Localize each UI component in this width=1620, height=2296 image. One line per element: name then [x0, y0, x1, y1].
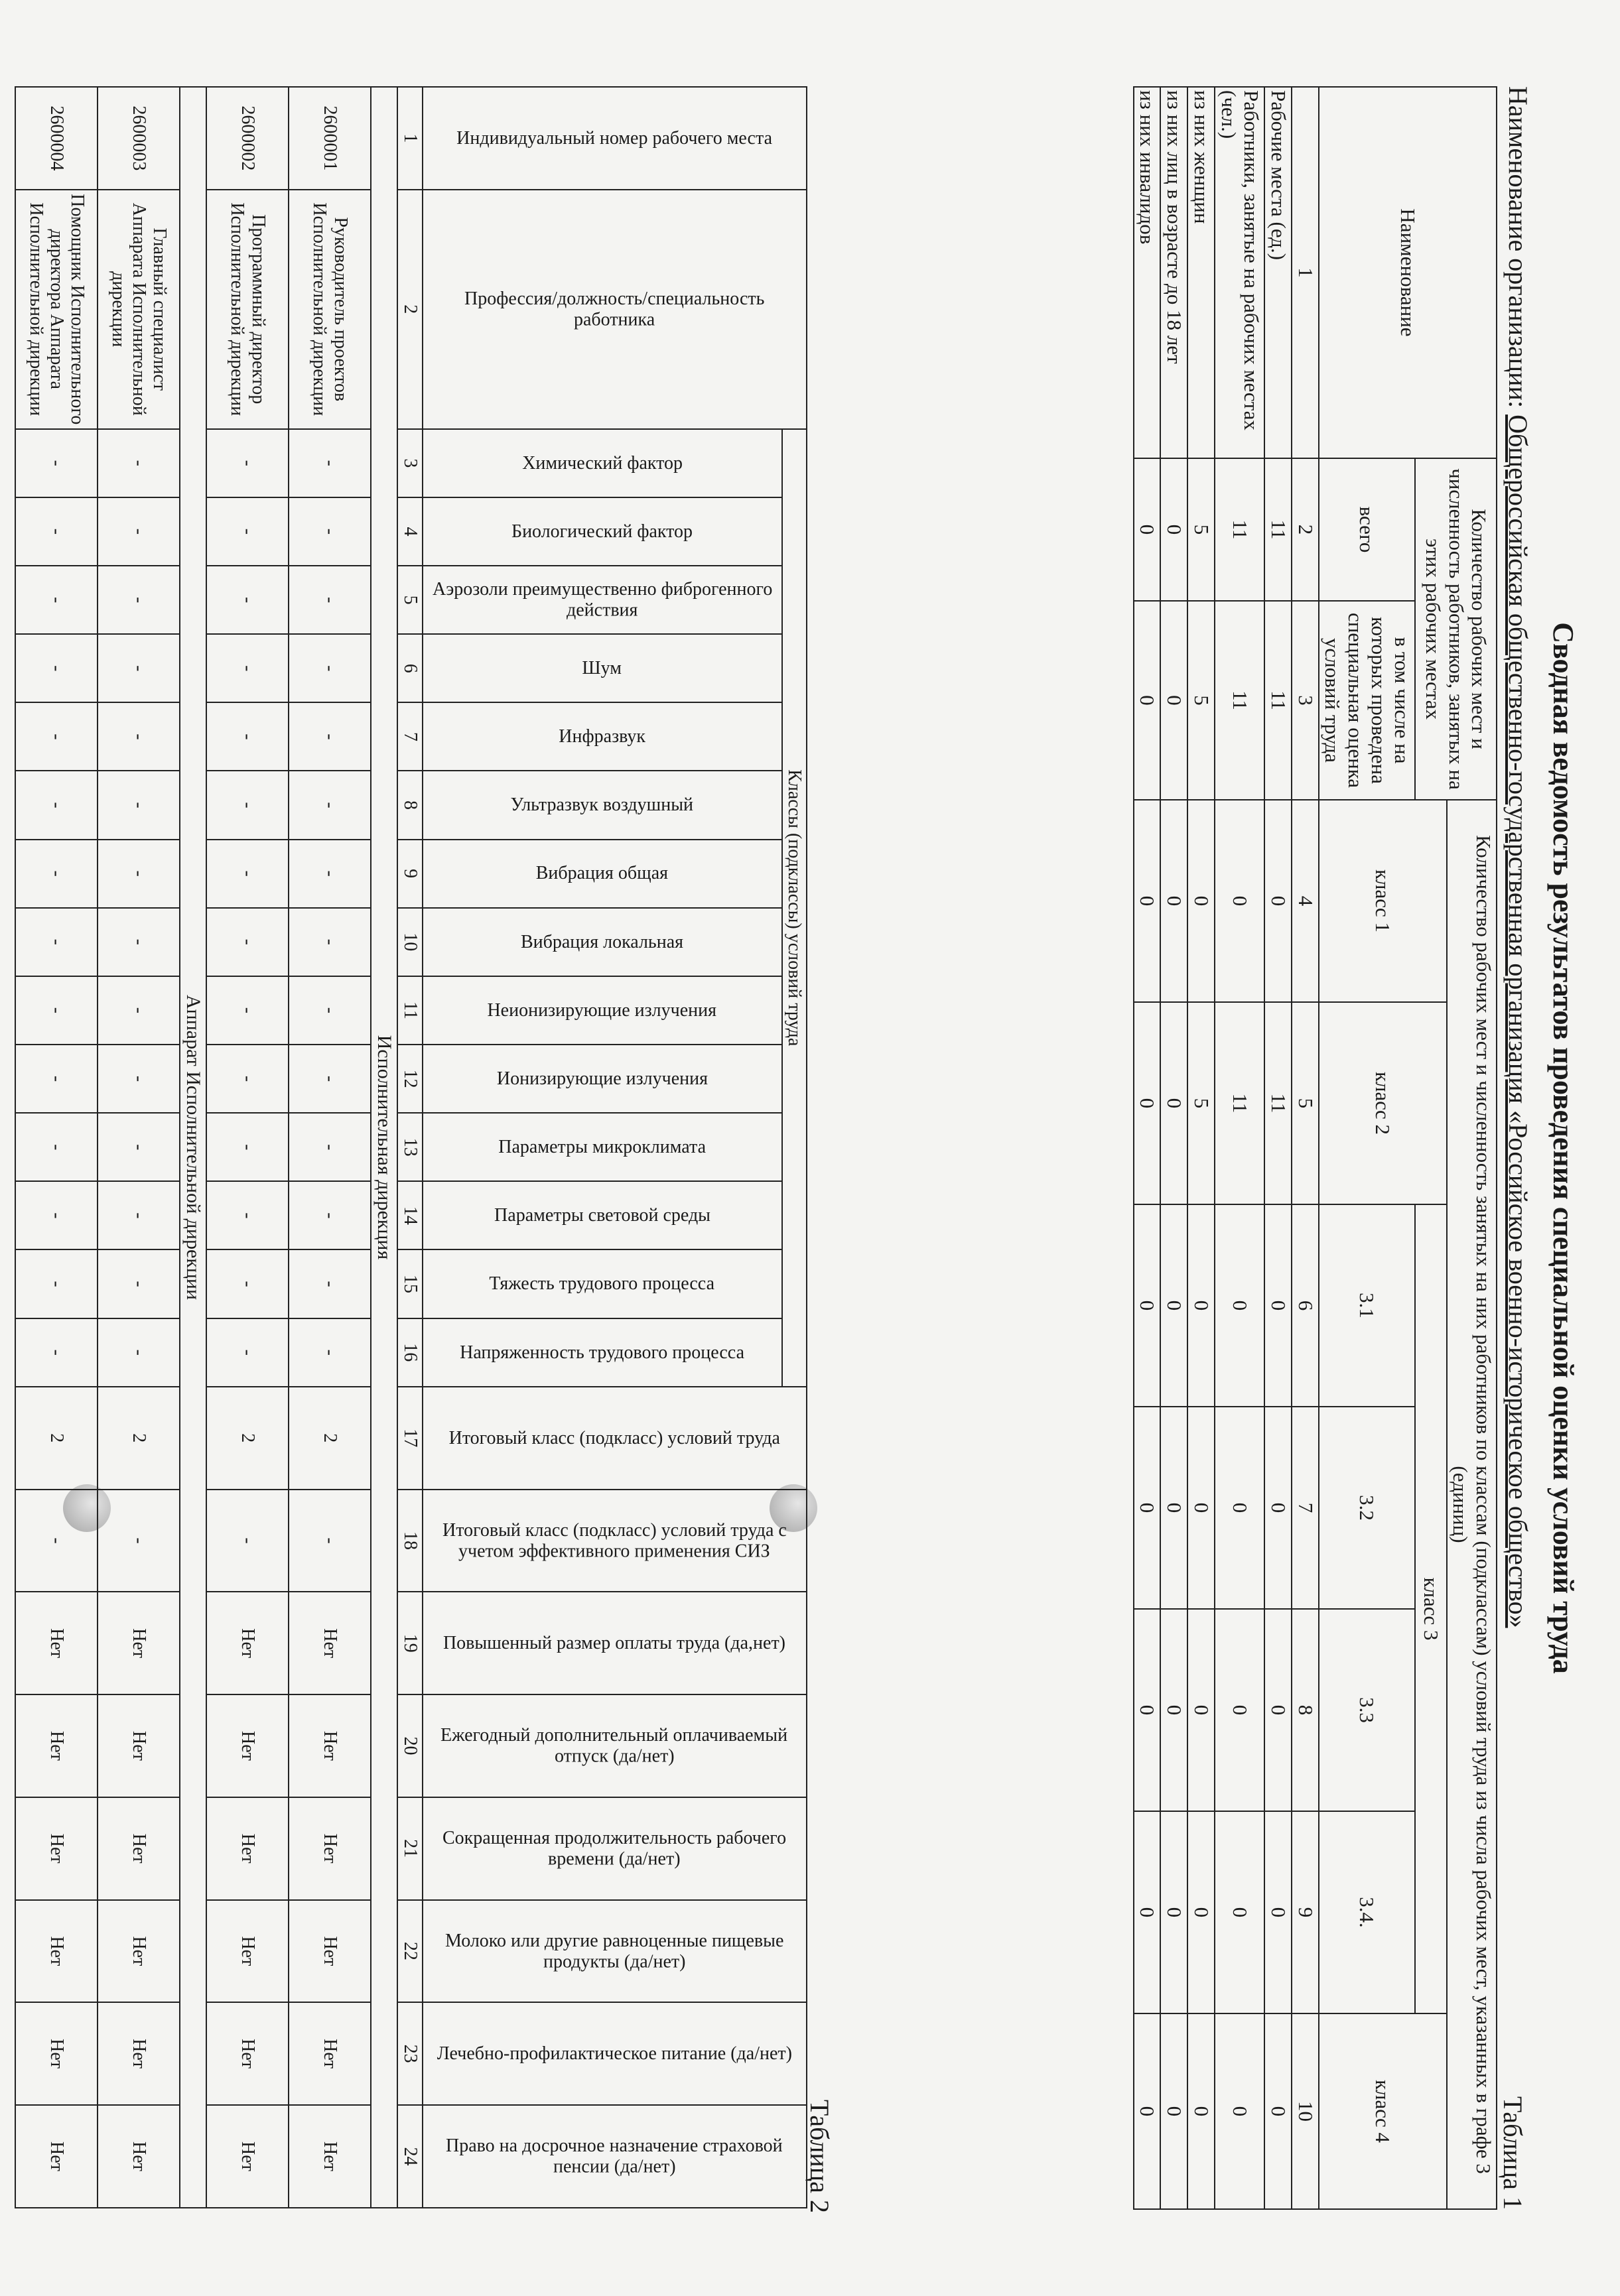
t2-cell: - [206, 566, 289, 634]
t1-cell: 0 [1264, 1609, 1292, 1811]
t2-section-title: Аппарат Исполнительной дирекции [180, 87, 206, 2208]
t1-cell: 0 [1134, 458, 1161, 601]
t2-cell: - [289, 1045, 371, 1113]
t1-cell: 11 [1215, 1002, 1264, 1204]
t2-cell: 2 [98, 1387, 180, 1490]
t1-colnum: 8 [1292, 1609, 1319, 1811]
organization-label: Наименование организации: [1503, 86, 1533, 409]
t2-header-extra: Итоговый класс (подкласс) условий труда [423, 1387, 807, 1490]
t1-cell: 11 [1264, 458, 1292, 601]
t1-cell: 0 [1160, 601, 1187, 800]
t2-cell: - [98, 976, 180, 1045]
t2-cell: Нет [15, 2002, 98, 2105]
t1-cell: 0 [1134, 1407, 1161, 1609]
t2-cell: - [206, 771, 289, 839]
t2-cell: - [98, 1490, 180, 1592]
t2-body [15, 87, 397, 2208]
organization-name: Общероссийская общественно-государственная организация «Российское военно-историческое общество» [1503, 415, 1533, 1628]
t2-colnum: 20 [397, 1694, 422, 1797]
t1-header-class31: 3.1 [1319, 1204, 1415, 1407]
t1-header-total: всего [1319, 458, 1415, 601]
t2-colnum: 7 [397, 702, 422, 771]
t1-cell: 0 [1160, 1204, 1187, 1407]
t2-cell: - [15, 908, 98, 976]
t1-cell: 0 [1187, 1811, 1215, 2013]
t1-cell: 5 [1187, 458, 1215, 601]
t1-cell: 0 [1160, 2013, 1187, 2209]
t2-section-row [180, 87, 206, 2208]
t2-cell: - [15, 566, 98, 634]
t2-cell: - [98, 1045, 180, 1113]
t1-cell: 0 [1134, 601, 1161, 800]
t2-colnum: 24 [397, 2105, 422, 2208]
t2-colnum: 13 [397, 1113, 422, 1181]
t1-cell: 0 [1187, 1609, 1215, 1811]
t1-row-name: Работники, занятые на рабочих местах (чел.) [1215, 87, 1264, 458]
t2-cell: - [15, 1249, 98, 1318]
t2-colnum: 6 [397, 634, 422, 702]
t1-cell: 0 [1134, 800, 1161, 1002]
t1-colnum: 2 [1292, 458, 1319, 601]
t2-row-profession: Главный специалист Аппарата Исполнительной дирекции [98, 190, 180, 429]
t2-cell: - [289, 702, 371, 771]
t2-colnum: 8 [397, 771, 422, 839]
t2-row-number: 2600003 [98, 87, 180, 190]
t2-header-factor: Аэрозоли преимущественно фиброгенного действия [423, 566, 782, 634]
t1-cell: 0 [1160, 1002, 1187, 1204]
t2-header-profession [423, 190, 807, 429]
t2-cell: Нет [98, 2105, 180, 2208]
t2-cell: - [206, 497, 289, 566]
t2-colnum: 5 [397, 566, 422, 634]
t2-row [206, 87, 289, 2208]
t2-header-factor: Инфразвук [423, 702, 782, 771]
t2-column-numbers [397, 87, 422, 2208]
t2-cell: Нет [289, 1797, 371, 1900]
t2-colnum: 15 [397, 1249, 422, 1318]
t2-cell: - [206, 1045, 289, 1113]
t2-cell: - [289, 497, 371, 566]
t2-header-extra: Сокращенная продолжительность рабочего времени (да/нет) [423, 1797, 807, 1900]
t2-cell: Нет [15, 1797, 98, 1900]
t2-row-profession: Помощник Исполнительного директора Аппарата Исполнительной дирекции [15, 190, 98, 429]
t1-row-name: из них женщин [1187, 87, 1215, 458]
table2-caption: Таблица 2 [805, 2099, 835, 2213]
t2-cell: Нет [206, 1592, 289, 1694]
t2-colnum: 1 [397, 87, 422, 190]
t2-cell: Нет [289, 1694, 371, 1797]
t1-cell: 0 [1160, 1609, 1187, 1811]
t1-cell: 0 [1215, 1204, 1264, 1407]
t1-cell: 11 [1215, 458, 1264, 601]
t1-header-count: Количество рабочих мест и численность работников, занятых на этих рабочих местах [1415, 458, 1497, 800]
t2-cell: - [206, 634, 289, 702]
t2-cell: - [15, 976, 98, 1045]
t1-cell: 0 [1187, 800, 1215, 1002]
t1-cell: 0 [1215, 1407, 1264, 1609]
t2-cell: Нет [206, 2002, 289, 2105]
t2-cell: - [206, 976, 289, 1045]
t2-cell: - [15, 634, 98, 702]
t2-cell: - [289, 566, 371, 634]
t2-cell: - [289, 771, 371, 839]
t2-cell: Нет [98, 1797, 180, 1900]
t1-cell: 0 [1215, 800, 1264, 1002]
t2-cell: - [289, 634, 371, 702]
t2-cell: - [206, 1249, 289, 1318]
t1-cell: 0 [1264, 2013, 1292, 2209]
t2-row-number: 2600001 [289, 87, 371, 190]
t2-cell: - [15, 771, 98, 839]
t2-colnum: 2 [397, 190, 422, 429]
t2-cell: - [289, 1318, 371, 1387]
t2-row-number: 2600004 [15, 87, 98, 190]
t1-cell: 0 [1187, 1407, 1215, 1609]
t2-header-profession-text: Профессия/должность/специальность работника [464, 288, 765, 330]
t2-header-classes: Классы (подклассы) условий труда [782, 429, 807, 1387]
t1-cell: 11 [1264, 1002, 1292, 1204]
t2-cell: 2 [206, 1387, 289, 1490]
t1-cell: 0 [1187, 1204, 1215, 1407]
t2-cell: - [206, 908, 289, 976]
t2-cell: 2 [289, 1387, 371, 1490]
t2-cell: - [98, 566, 180, 634]
t2-cell: - [289, 840, 371, 908]
t1-cell: 0 [1160, 458, 1187, 601]
t1-colnum: 9 [1292, 1811, 1319, 2013]
document-title: Сводная ведомость результатов проведения специальной оценки условий труда [1547, 622, 1580, 1674]
t1-cell: 0 [1160, 1811, 1187, 2013]
t1-cell: 0 [1134, 1609, 1161, 1811]
t2-cell: Нет [206, 1797, 289, 1900]
organization-line [1503, 86, 1534, 1628]
t1-cell: 11 [1215, 601, 1264, 800]
t2-row [289, 87, 371, 2208]
t2-colnum: 18 [397, 1490, 422, 1592]
t2-cell: - [15, 429, 98, 497]
t1-colnum: 7 [1292, 1407, 1319, 1609]
t1-row-name: Рабочие места (ед.) [1264, 87, 1292, 458]
t2-header-factor: Неионизирующие излучения [423, 976, 782, 1045]
t1-row [1160, 87, 1187, 2209]
t1-cell: 0 [1134, 1811, 1161, 2013]
t2-cell: - [206, 1318, 289, 1387]
summary-table [1133, 86, 1497, 2210]
t1-colnum: 10 [1292, 2013, 1319, 2209]
t2-colnum: 22 [397, 1900, 422, 2003]
t2-cell: - [15, 1318, 98, 1387]
t1-cell: 0 [1134, 2013, 1161, 2209]
t1-header-name: Наименование [1319, 87, 1497, 458]
t1-cell: 5 [1187, 1002, 1215, 1204]
t2-cell: - [15, 1181, 98, 1249]
t1-cell: 5 [1187, 601, 1215, 800]
t2-cell: - [15, 1045, 98, 1113]
t2-cell: 2 [15, 1387, 98, 1490]
t2-header-number-text: Индивидуальный номер рабочего места [456, 127, 773, 149]
t2-cell: - [98, 702, 180, 771]
t2-header-factor: Вибрация общая [423, 840, 782, 908]
t1-cell: 0 [1264, 1407, 1292, 1609]
t2-colnum: 21 [397, 1797, 422, 1900]
t2-cell: Нет [289, 2105, 371, 2208]
t2-cell: Нет [15, 1694, 98, 1797]
t2-cell: Нет [15, 1592, 98, 1694]
t1-cell: 0 [1264, 800, 1292, 1002]
t2-cell: - [206, 1490, 289, 1592]
t1-header-classes: Количество рабочих мест и численность занятых на них работников по классам (подклассам) условий труда из числа рабочих мест, указанных в графе 3 (единиц) [1447, 800, 1497, 2209]
t2-header-extra: Лечебно-профилактическое питание (да/нет) [423, 2002, 807, 2105]
t2-cell: Нет [98, 1694, 180, 1797]
t1-colnum: 5 [1292, 1002, 1319, 1204]
t2-header-factor: Биологический фактор [423, 497, 782, 566]
t1-colnum: 6 [1292, 1204, 1319, 1407]
t2-header-factor: Шум [423, 634, 782, 702]
t2-colnum: 4 [397, 497, 422, 566]
t2-cell: - [98, 771, 180, 839]
t1-row-name: из них лиц в возрасте до 18 лет [1160, 87, 1187, 458]
t2-colnum: 11 [397, 976, 422, 1045]
t2-cell: - [206, 702, 289, 771]
t2-cell: Нет [98, 1592, 180, 1694]
t2-cell: - [98, 840, 180, 908]
t2-header-extra: Молоко или другие равноценные пищевые продукты (да/нет) [423, 1900, 807, 2003]
t2-cell: - [289, 1181, 371, 1249]
t2-cell: - [98, 1249, 180, 1318]
t2-cell: Нет [289, 1900, 371, 2003]
t2-header-extra: Право на досрочное назначение страховой пенсии (да/нет) [423, 2105, 807, 2208]
t2-cell: Нет [98, 1900, 180, 2003]
t2-section-row [371, 87, 397, 2208]
t2-header-factor: Параметры микроклимата [423, 1113, 782, 1181]
workplaces-table [15, 86, 807, 2208]
t1-cell: 0 [1160, 800, 1187, 1002]
t1-row [1264, 87, 1292, 2209]
t1-header-class34: 3.4. [1319, 1811, 1415, 2013]
t2-cell: Нет [15, 1900, 98, 2003]
t1-header-class4: класс 4 [1319, 2013, 1447, 2209]
t2-colnum: 14 [397, 1181, 422, 1249]
t2-cell: Нет [98, 2002, 180, 2105]
t2-header-factor: Напряженность трудового процесса [423, 1318, 782, 1387]
t1-row [1134, 87, 1161, 2209]
t1-cell: 0 [1134, 1204, 1161, 1407]
t2-cell: Нет [206, 1694, 289, 1797]
t1-colnum: 3 [1292, 601, 1319, 800]
t2-cell: - [206, 1181, 289, 1249]
t1-colnum: 1 [1292, 87, 1319, 458]
t2-cell: - [15, 702, 98, 771]
t2-cell: Нет [289, 1592, 371, 1694]
t2-colnum: 3 [397, 429, 422, 497]
t1-header-class2: класс 2 [1319, 1002, 1447, 1204]
t2-cell: - [206, 1113, 289, 1181]
t2-cell: - [98, 429, 180, 497]
t2-colnum: 17 [397, 1387, 422, 1490]
t1-column-numbers [1292, 87, 1319, 2209]
t1-row [1215, 87, 1264, 2209]
t2-header-number [423, 87, 807, 190]
t2-cell: - [206, 840, 289, 908]
t2-cell: - [15, 1113, 98, 1181]
t2-cell: - [15, 840, 98, 908]
t2-row-profession: Руководитель проектов Исполнительной дирекции [289, 190, 371, 429]
t2-header-extra: Ежегодный дополнительный оплачиваемый отпуск (да/нет) [423, 1694, 807, 1797]
t1-cell: 0 [1160, 1407, 1187, 1609]
t2-header-extra: Итоговый класс (подкласс) условий труда с учетом эффективного применения СИЗ [423, 1490, 807, 1592]
t2-cell: - [289, 908, 371, 976]
t2-header-factor: Вибрация локальная [423, 908, 782, 976]
t1-cell: 0 [1187, 2013, 1215, 2209]
t2-section-title: Исполнительная дирекция [371, 87, 397, 2208]
t1-cell: 0 [1215, 1609, 1264, 1811]
t2-colnum: 19 [397, 1592, 422, 1694]
t2-row [15, 87, 98, 2208]
t2-colnum: 10 [397, 908, 422, 976]
t2-header-factor: Ультразвук воздушный [423, 771, 782, 839]
t2-cell: Нет [289, 2002, 371, 2105]
t2-cell: - [289, 1113, 371, 1181]
t2-header-factor: Ионизирующие излучения [423, 1045, 782, 1113]
t2-header-factor: Параметры световой среды [423, 1181, 782, 1249]
t1-body [1134, 87, 1292, 2209]
t2-cell: Нет [15, 2105, 98, 2208]
t2-cell: - [289, 429, 371, 497]
t2-cell: - [98, 497, 180, 566]
t2-cell: - [98, 1318, 180, 1387]
t1-cell: 0 [1215, 1811, 1264, 2013]
t1-cell: 0 [1215, 2013, 1264, 2209]
t1-header-class1: класс 1 [1319, 800, 1447, 1002]
t1-cell: 11 [1264, 601, 1292, 800]
t1-cell: 0 [1264, 1811, 1292, 2013]
t2-cell: - [206, 429, 289, 497]
t2-header-factor: Химический фактор [423, 429, 782, 497]
t2-cell: - [15, 497, 98, 566]
t1-header-class32: 3.2 [1319, 1407, 1415, 1609]
t2-cell: - [289, 1490, 371, 1592]
t1-cell: 0 [1264, 1204, 1292, 1407]
t1-header-included: в том числе на которых проведена специальная оценка условий труда [1319, 601, 1415, 800]
t1-header-class33: 3.3 [1319, 1609, 1415, 1811]
t2-colnum: 16 [397, 1318, 422, 1387]
t2-header-extra: Повышенный размер оплаты труда (да,нет) [423, 1592, 807, 1694]
t2-cell: Нет [206, 2105, 289, 2208]
t2-cell: - [98, 634, 180, 702]
t2-colnum: 23 [397, 2002, 422, 2105]
t2-cell: - [98, 1113, 180, 1181]
t2-cell: Нет [206, 1900, 289, 2003]
t2-colnum: 12 [397, 1045, 422, 1113]
t2-row-profession: Программный директор Исполнительной дирекции [206, 190, 289, 429]
t2-cell: - [15, 1490, 98, 1592]
t2-row [98, 87, 180, 2208]
t2-cell: - [98, 1181, 180, 1249]
t1-cell: 0 [1134, 1002, 1161, 1204]
t2-header-factor: Тяжесть трудового процесса [423, 1249, 782, 1318]
t2-cell: - [98, 908, 180, 976]
table1-caption: Таблица 1 [1498, 2096, 1528, 2210]
t1-colnum: 4 [1292, 800, 1319, 1002]
t2-row-number: 2600002 [206, 87, 289, 190]
t1-row-name: из них инвалидов [1134, 87, 1161, 458]
t1-header-class3: класс 3 [1415, 1204, 1447, 2013]
t2-colnum: 9 [397, 840, 422, 908]
t2-cell: - [289, 976, 371, 1045]
t1-row [1187, 87, 1215, 2209]
t2-cell: - [289, 1249, 371, 1318]
